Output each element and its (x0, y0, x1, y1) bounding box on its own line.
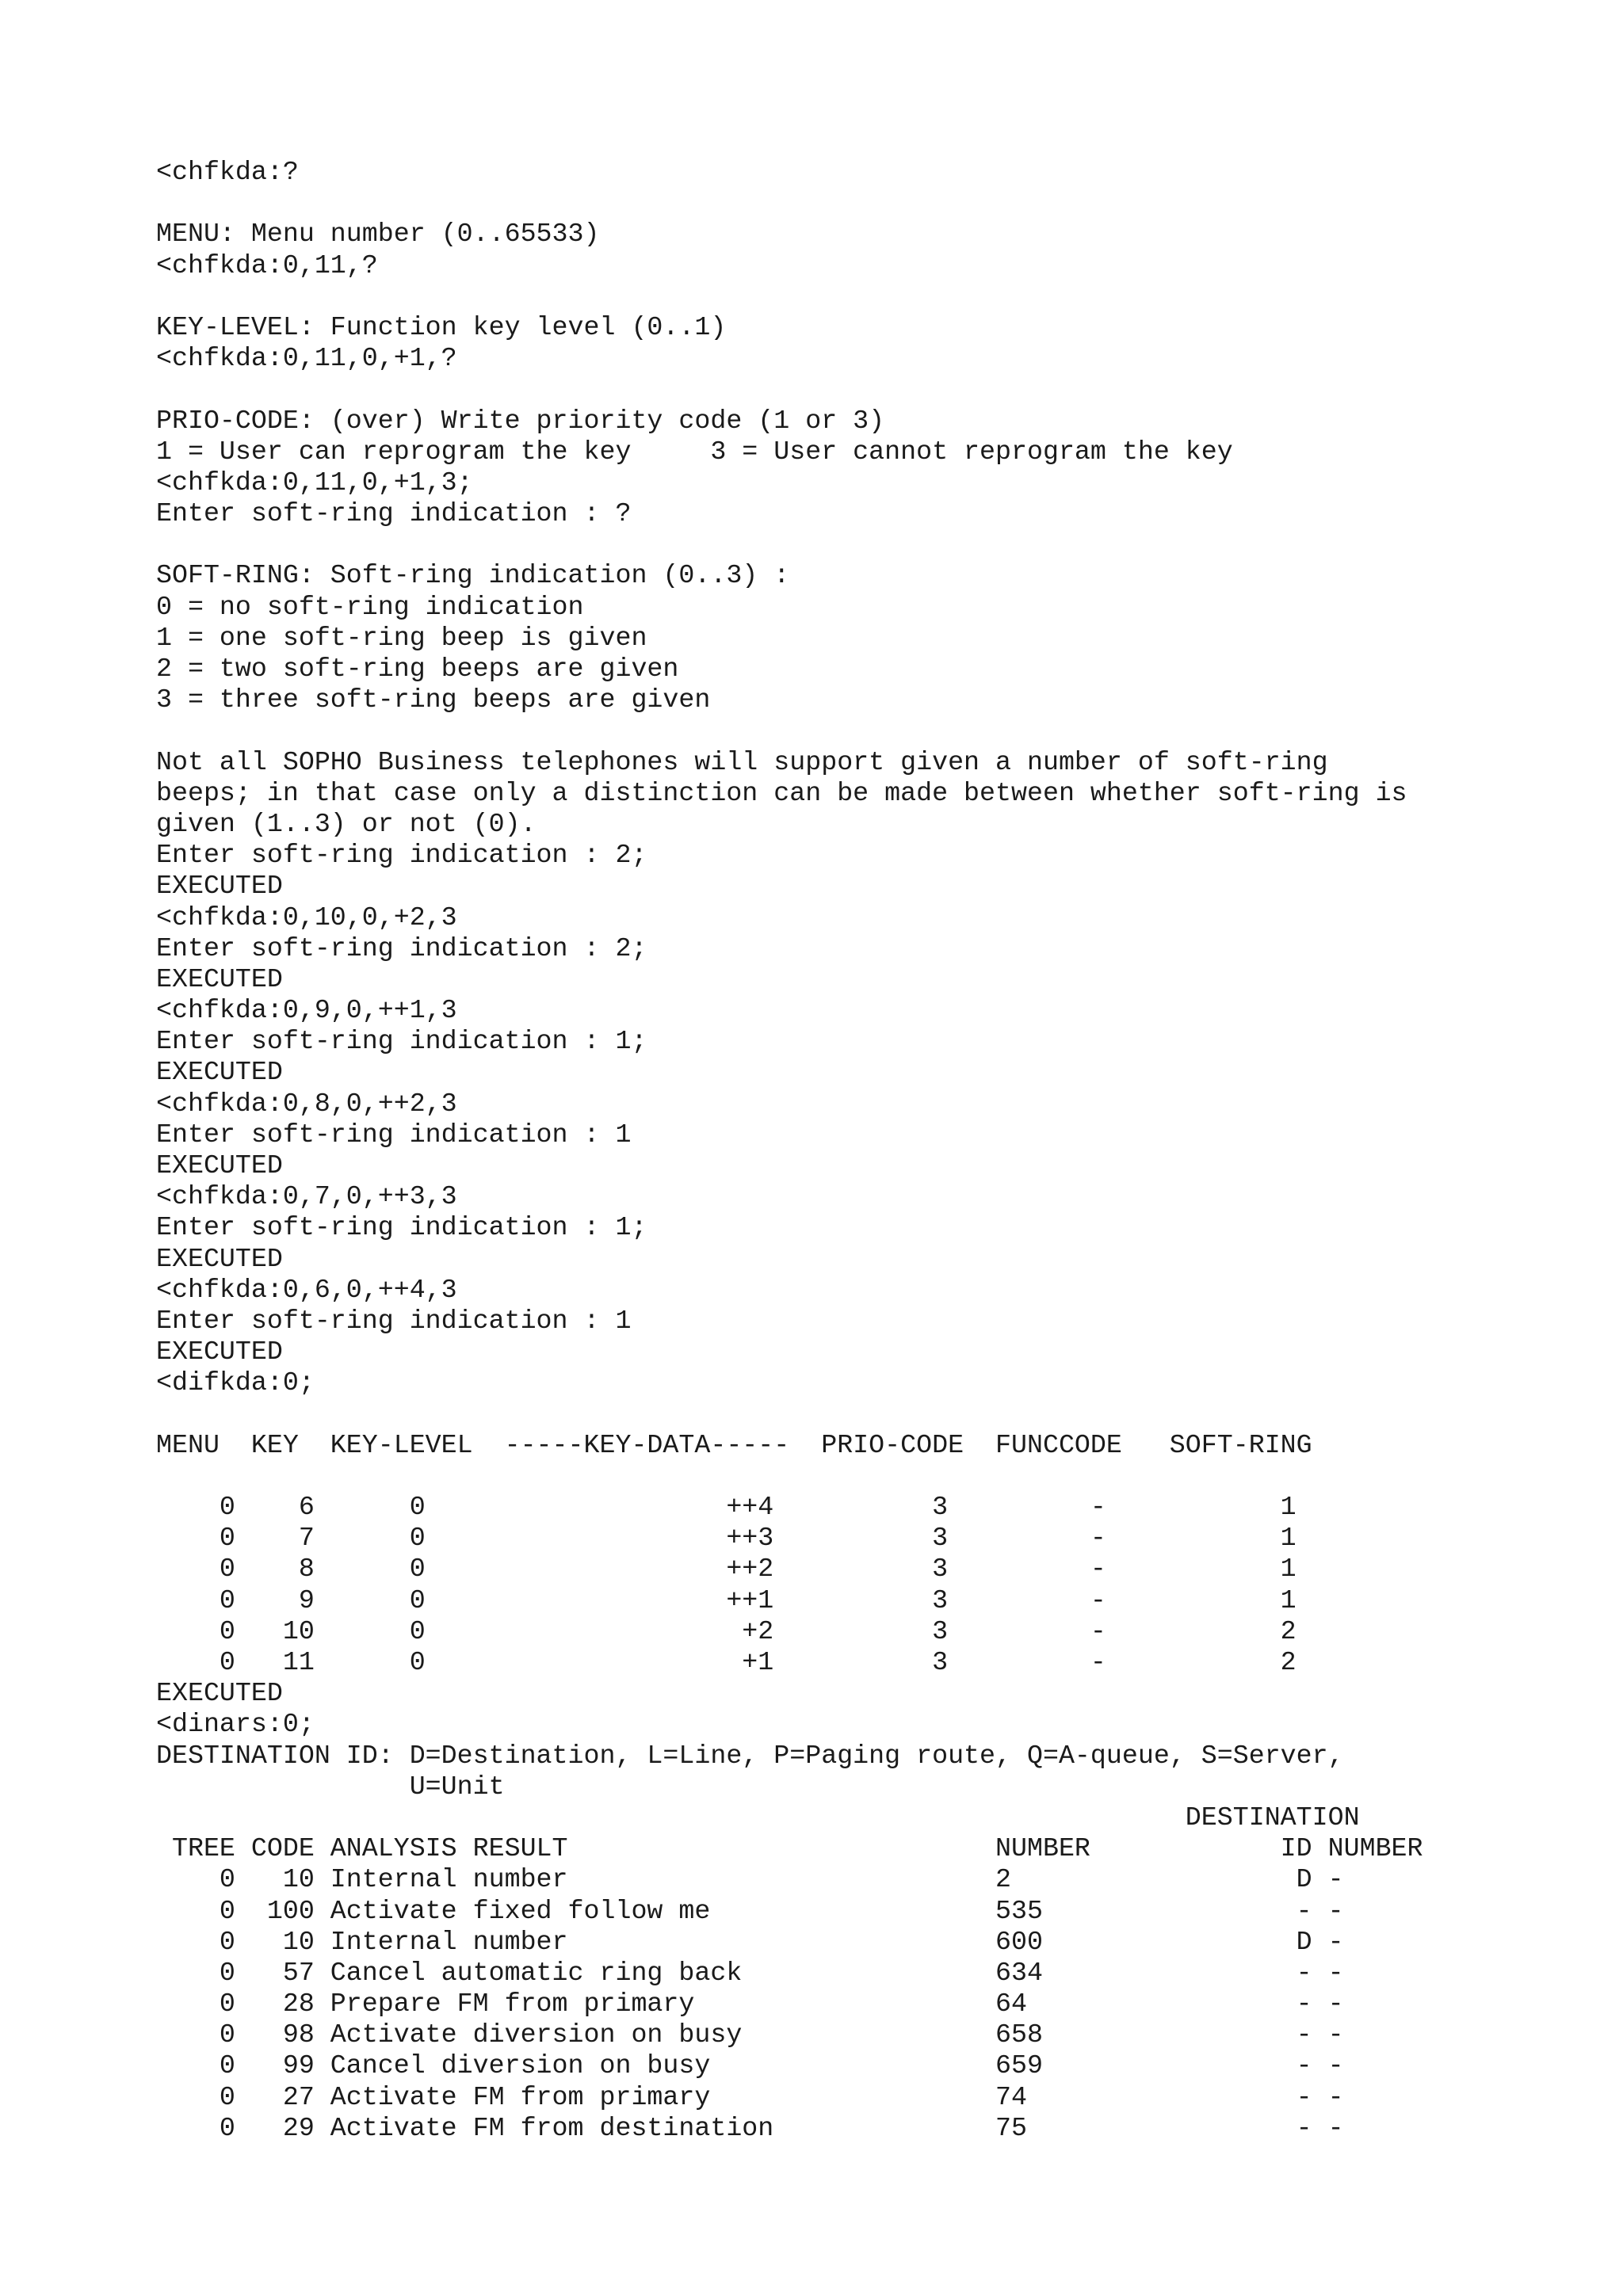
transcript-line: <chfkda:0,10,0,+2,3 (156, 902, 457, 933)
blank-line (156, 281, 1423, 312)
transcript-line: <difkda:0; (156, 1367, 315, 1398)
blank-line (156, 715, 1423, 746)
transcript-line: DESTINATION ID: D=Destination, L=Line, P=Paging route, Q=A-queue, S=Server, (156, 1740, 1344, 1771)
transcript-line: EXECUTED (156, 1150, 283, 1180)
transcript-line: U=Unit (156, 1771, 505, 1802)
transcript-line: Enter soft-ring indication : ? (156, 498, 632, 529)
transcript-line: beeps; in that case only a distinction can be made between whether soft-ring is (156, 777, 1407, 808)
transcript-line: <chfkda:0,7,0,++3,3 (156, 1181, 457, 1212)
transcript-line: 0 100 Activate fixed follow me 535 - - (156, 1895, 1344, 1926)
transcript-line: EXECUTED (156, 1337, 283, 1367)
transcript-line: Enter soft-ring indication : 2; (156, 933, 647, 963)
transcript-line: <chfkda:0,6,0,++4,3 (156, 1274, 457, 1305)
transcript-line: 0 98 Activate diversion on busy 658 - - (156, 2019, 1344, 2050)
transcript-line: <chfkda:0,8,0,++2,3 (156, 1088, 457, 1119)
transcript-line: 0 29 Activate FM from destination 75 - - (156, 2112, 1344, 2143)
transcript-line: 0 9 0 ++1 3 - 1 (156, 1585, 1296, 1615)
transcript-line: Enter soft-ring indication : 2; (156, 840, 647, 871)
transcript-line: EXECUTED (156, 1243, 283, 1274)
transcript-line: PRIO-CODE: (over) Write priority code (1 or 3) (156, 405, 885, 436)
transcript-line: KEY-LEVEL: Function key level (0..1) (156, 311, 727, 342)
transcript-line: 0 28 Prepare FM from primary 64 - - (156, 1989, 1344, 2019)
terminal-transcript (156, 157, 1423, 2144)
transcript-line: 0 10 Internal number 600 D - (156, 1926, 1344, 1957)
blank-line (156, 1399, 1423, 1430)
transcript-line: EXECUTED (156, 871, 283, 902)
transcript-line: 0 99 Cancel diversion on busy 659 - - (156, 2050, 1344, 2081)
blank-line (156, 374, 1423, 405)
transcript-line: 3 = three soft-ring beeps are given (156, 685, 711, 715)
transcript-line: MENU: Menu number (0..65533) (156, 219, 600, 250)
blank-line (156, 1461, 1423, 1492)
transcript-line: MENU KEY KEY-LEVEL -----KEY-DATA----- PRIO-CODE FUNCCODE SOFT-RING (156, 1429, 1312, 1460)
transcript-line: 1 = one soft-ring beep is given (156, 622, 647, 653)
transcript-line: EXECUTED (156, 963, 283, 994)
blank-line (156, 188, 1423, 219)
transcript-line: <chfkda:0,9,0,++1,3 (156, 995, 457, 1026)
transcript-line: <chfkda:0,11,0,+1,? (156, 343, 457, 374)
transcript-line: 2 = two soft-ring beeps are given (156, 654, 679, 684)
transcript-line: 0 57 Cancel automatic ring back 634 - - (156, 1957, 1344, 1988)
transcript-line: <dinars:0; (156, 1709, 315, 1740)
transcript-line: DESTINATION (156, 1802, 1360, 1833)
transcript-line: SOFT-RING: Soft-ring indication (0..3) : (156, 560, 790, 591)
transcript-line: <chfkda:0,11,0,+1,3; (156, 467, 473, 498)
transcript-line: Enter soft-ring indication : 1; (156, 1212, 647, 1243)
transcript-line: 0 11 0 +1 3 - 2 (156, 1647, 1296, 1677)
transcript-line: 0 8 0 ++2 3 - 1 (156, 1554, 1296, 1585)
transcript-line: <chfkda:0,11,? (156, 250, 378, 280)
transcript-line: given (1..3) or not (0). (156, 808, 537, 839)
transcript-line: 0 10 0 +2 3 - 2 (156, 1615, 1296, 1646)
transcript-line: 0 27 Activate FM from primary 74 - - (156, 2081, 1344, 2112)
transcript-line: 0 7 0 ++3 3 - 1 (156, 1523, 1296, 1554)
transcript-line: Enter soft-ring indication : 1 (156, 1305, 632, 1336)
transcript-line: 0 = no soft-ring indication (156, 591, 584, 622)
transcript-line: 1 = User can reprogram the key 3 = User cannot reprogram the key (156, 436, 1233, 467)
transcript-line: TREE CODE ANALYSIS RESULT NUMBER ID NUMBER (156, 1833, 1423, 1864)
transcript-line: EXECUTED (156, 1678, 283, 1709)
transcript-line: 0 6 0 ++4 3 - 1 (156, 1492, 1296, 1523)
transcript-line: 0 10 Internal number 2 D - (156, 1864, 1344, 1895)
transcript-line: Enter soft-ring indication : 1; (156, 1026, 647, 1057)
transcript-line: Not all SOPHO Business telephones will support given a number of soft-ring (156, 746, 1328, 777)
transcript-line: <chfkda:? (156, 157, 299, 187)
blank-line (156, 529, 1423, 560)
transcript-line: Enter soft-ring indication : 1 (156, 1119, 632, 1150)
transcript-line: EXECUTED (156, 1057, 283, 1088)
